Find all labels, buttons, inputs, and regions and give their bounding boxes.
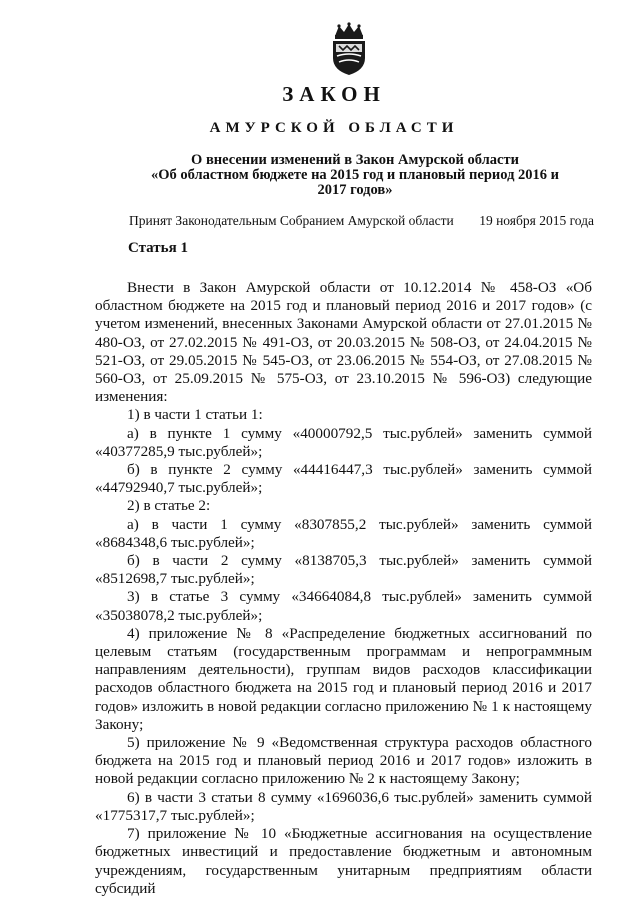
paragraph: а) в пункте 1 сумму «40000792,5 тыс.рублей» заменить суммой «40377285,9 тыс.рублей»; xyxy=(95,424,592,460)
paragraph: Внести в Закон Амурской области от 10.12.2014 № 458-ОЗ «Об областном бюджете на 2015 год и плановый период 2016 и 2017 годов» (с учетом изменений, внесенных Законами Амурской области от 27.01.2015 № 480-ОЗ, от 27.02.2015 № 491-ОЗ, от 20.03.2015 № 508-ОЗ, от 24.04.2015 № 521-ОЗ, от 29.05.2015 № 545-ОЗ, от 23.06.2015 № 554-ОЗ, от 27.08.2015 № 560-ОЗ, от 25.09.2015 № 575-ОЗ, от 23.10.2015 № 596-ОЗ) следующие изменения: xyxy=(95,279,592,406)
adopted-by: Принят Законодательным Собранием Амурской области xyxy=(129,213,454,228)
paragraph: 6) в части 3 статьи 8 сумму «1696036,6 тыс.рублей» заменить суммой «1775317,7 тыс.рублей»; xyxy=(95,788,592,824)
article-heading: Статья 1 xyxy=(128,240,188,256)
paragraph: 3) в статье 3 сумму «34664084,8 тыс.рублей» заменить суммой «35038078,2 тыс.рублей»; xyxy=(95,588,592,624)
law-title: ЗАКОН xyxy=(282,82,386,106)
adoption-date: 19 ноября 2015 года xyxy=(479,213,594,228)
article-body xyxy=(95,279,592,898)
paragraph: 1) в части 1 статьи 1: xyxy=(127,406,263,424)
region-title: АМУРСКОЙ ОБЛАСТИ xyxy=(209,120,459,136)
paragraph: б) в пункте 2 сумму «44416447,3 тыс.рублей» заменить суммой «44792940,7 тыс.рублей»; xyxy=(95,461,592,497)
paragraph: 7) приложение № 10 «Бюджетные ассигнования на осуществление бюджетных инвестиций и предоставление бюджетным и автономным учреждениям, государственным унитарным предприятиям области субсидий xyxy=(95,825,592,897)
paragraph: а) в части 1 сумму «8307855,2 тыс.рублей» заменить суммой «8684348,6 тыс.рублей»; xyxy=(95,515,592,551)
subject-line: «Об областном бюджете на 2015 год и плановый период 2016 и xyxy=(150,167,560,183)
paragraph: б) в части 2 сумму «8138705,3 тыс.рублей» заменить суммой «8512698,7 тыс.рублей»; xyxy=(95,552,592,588)
paragraph: 2) в статье 2: xyxy=(127,497,211,515)
paragraph: 4) приложение № 8 «Распределение бюджетных ассигнований по целевым статьям (государственным программам и непрограммным направлениям деятельности), группам видов расходов классификации расходов областного бюджета на 2015 год и плановый период 2016 и 2017 годов» изложить в новой редакции согласно приложению № 1 к настоящему Закону; xyxy=(95,624,592,733)
subject-line: 2017 годов» xyxy=(317,182,393,198)
amur-oblast-coat-of-arms-icon xyxy=(325,22,373,76)
paragraph: 5) приложение № 9 «Ведомственная структура расходов областного бюджета на 2015 год и плановый период 2016 и 2017 годов» изложить в новой редакции согласно приложению № 2 к настоящему Закону; xyxy=(95,734,592,788)
subject-line: О внесении изменений в Закон Амурской области xyxy=(191,152,519,168)
adoption-line xyxy=(129,213,594,229)
law-subject xyxy=(120,153,590,198)
